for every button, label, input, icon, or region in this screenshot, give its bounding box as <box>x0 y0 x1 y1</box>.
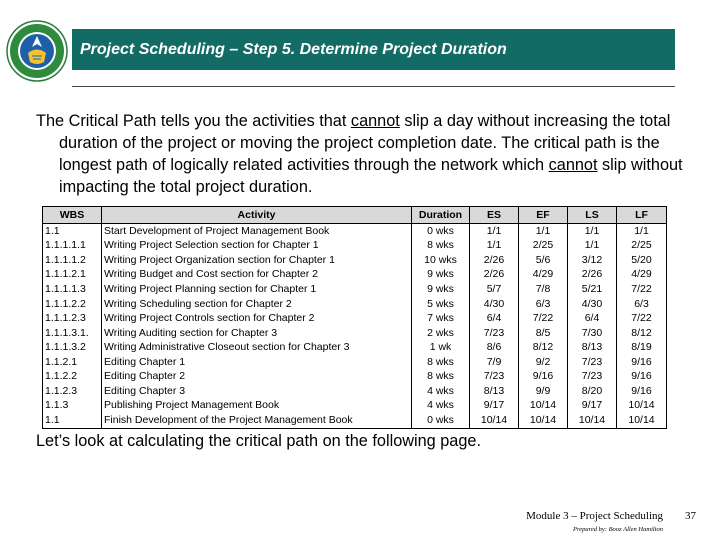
table-row <box>43 224 667 239</box>
cell-duration: 0 wks <box>412 413 470 428</box>
cell-wbs: 1.1.1.2.2 <box>43 297 102 312</box>
cell-ef: 1/1 <box>519 224 568 239</box>
cell-es: 4/30 <box>470 297 519 312</box>
cell-ls: 10/14 <box>568 413 617 428</box>
cell-activity: Writing Project Planning section for Chapter 1 <box>102 282 412 297</box>
cell-ls: 7/23 <box>568 369 617 384</box>
table-row <box>43 399 667 414</box>
table-row <box>43 311 667 326</box>
cell-ef: 8/12 <box>519 340 568 355</box>
page-number: 37 <box>685 510 696 522</box>
cell-wbs: 1.1.2.1 <box>43 355 102 370</box>
cell-lf: 10/14 <box>617 413 667 428</box>
cell-ls: 8/13 <box>568 340 617 355</box>
footer-module: Module 3 – Project Scheduling <box>526 510 663 522</box>
cell-lf: 9/16 <box>617 384 667 399</box>
cell-lf: 1/1 <box>617 224 667 239</box>
page-title-text: Project Scheduling – Step 5. Determine Project Duration <box>80 40 507 58</box>
cell-duration: 9 wks <box>412 268 470 283</box>
table-row <box>43 355 667 370</box>
col-header-activity: Activity <box>102 207 412 224</box>
table-row <box>43 239 667 254</box>
cell-ef: 9/2 <box>519 355 568 370</box>
footer-prepared-by: Prepared by: Booz Allen Hamilton <box>572 526 663 533</box>
schedule-table <box>42 206 667 429</box>
cell-wbs: 1.1.1.1.2 <box>43 253 102 268</box>
cell-duration: 1 wk <box>412 340 470 355</box>
cell-lf: 2/25 <box>617 239 667 254</box>
cell-duration: 8 wks <box>412 369 470 384</box>
page-title <box>72 29 675 70</box>
cell-ls: 1/1 <box>568 224 617 239</box>
cell-duration: 8 wks <box>412 239 470 254</box>
intro-text-2: slip a day without increasing the total duration of the project or moving the project completion date. The critical path is the longest path of logically related activities through the network which <box>59 112 671 174</box>
intro-text-3: slip without impacting the total project duration. <box>59 156 683 196</box>
cell-duration: 10 wks <box>412 253 470 268</box>
cell-duration: 7 wks <box>412 311 470 326</box>
cell-ef: 9/16 <box>519 369 568 384</box>
cell-activity: Publishing Project Management Book <box>102 399 412 414</box>
cell-activity: Writing Scheduling section for Chapter 2 <box>102 297 412 312</box>
table-row <box>43 282 667 297</box>
cell-wbs: 1.1 <box>43 224 102 239</box>
cell-lf: 9/16 <box>617 355 667 370</box>
table-header-row <box>43 207 667 224</box>
table-row <box>43 384 667 399</box>
col-header-ls: LS <box>568 207 617 224</box>
cell-es: 7/23 <box>470 369 519 384</box>
cell-wbs: 1.1.1.3.1. <box>43 326 102 341</box>
cell-activity: Writing Budget and Cost section for Chapter 2 <box>102 268 412 283</box>
cell-activity: Editing Chapter 1 <box>102 355 412 370</box>
cell-lf: 6/3 <box>617 297 667 312</box>
cell-ef: 6/3 <box>519 297 568 312</box>
cell-activity: Editing Chapter 2 <box>102 369 412 384</box>
cell-activity: Finish Development of the Project Management Book <box>102 413 412 428</box>
cell-lf: 5/20 <box>617 253 667 268</box>
cell-ef: 7/22 <box>519 311 568 326</box>
cell-wbs: 1.1.1.2.3 <box>43 311 102 326</box>
cell-ef: 7/8 <box>519 282 568 297</box>
cell-es: 8/13 <box>470 384 519 399</box>
cell-lf: 7/22 <box>617 282 667 297</box>
cell-lf: 8/12 <box>617 326 667 341</box>
cell-ls: 9/17 <box>568 399 617 414</box>
cell-ef: 8/5 <box>519 326 568 341</box>
schedule-table-body <box>43 224 667 429</box>
cell-ls: 3/12 <box>568 253 617 268</box>
col-header-ef: EF <box>519 207 568 224</box>
cell-ef: 4/29 <box>519 268 568 283</box>
cell-ef: 2/25 <box>519 239 568 254</box>
cell-wbs: 1.1.2.2 <box>43 369 102 384</box>
cell-ls: 6/4 <box>568 311 617 326</box>
cell-es: 5/7 <box>470 282 519 297</box>
cell-es: 7/9 <box>470 355 519 370</box>
cell-activity: Writing Administrative Closeout section for Chapter 3 <box>102 340 412 355</box>
cell-ls: 7/23 <box>568 355 617 370</box>
closing-text: Let’s look at calculating the critical path on the following page. <box>36 432 481 450</box>
cell-es: 6/4 <box>470 311 519 326</box>
cell-wbs: 1.1.1.1.3 <box>43 282 102 297</box>
title-divider <box>72 86 675 87</box>
cell-wbs: 1.1.1.1.1 <box>43 239 102 254</box>
cell-duration: 8 wks <box>412 355 470 370</box>
table-row <box>43 253 667 268</box>
cell-lf: 9/16 <box>617 369 667 384</box>
cell-duration: 9 wks <box>412 282 470 297</box>
cell-duration: 4 wks <box>412 384 470 399</box>
cell-duration: 4 wks <box>412 399 470 414</box>
cell-wbs: 1.1.2.3 <box>43 384 102 399</box>
intro-paragraph <box>36 110 709 198</box>
cell-activity: Editing Chapter 3 <box>102 384 412 399</box>
cell-es: 8/6 <box>470 340 519 355</box>
cell-wbs: 1.1.1.2.1 <box>43 268 102 283</box>
cell-ls: 7/30 <box>568 326 617 341</box>
cell-activity: Start Development of Project Management Book <box>102 224 412 239</box>
cell-ls: 2/26 <box>568 268 617 283</box>
table-row <box>43 369 667 384</box>
intro-emphasis-2: cannot <box>548 156 598 174</box>
cell-ef: 10/14 <box>519 413 568 428</box>
doe-seal-icon <box>6 20 68 82</box>
table-row <box>43 326 667 341</box>
table-row <box>43 297 667 312</box>
cell-es: 2/26 <box>470 268 519 283</box>
cell-es: 1/1 <box>470 239 519 254</box>
intro-emphasis-1: cannot <box>350 112 400 130</box>
cell-ef: 5/6 <box>519 253 568 268</box>
cell-wbs: 1.1.3 <box>43 399 102 414</box>
col-header-es: ES <box>470 207 519 224</box>
cell-duration: 0 wks <box>412 224 470 239</box>
cell-es: 7/23 <box>470 326 519 341</box>
cell-es: 1/1 <box>470 224 519 239</box>
cell-ef: 10/14 <box>519 399 568 414</box>
cell-activity: Writing Auditing section for Chapter 3 <box>102 326 412 341</box>
cell-ef: 9/9 <box>519 384 568 399</box>
table-row <box>43 340 667 355</box>
cell-activity: Writing Project Organization section for Chapter 1 <box>102 253 412 268</box>
cell-duration: 5 wks <box>412 297 470 312</box>
cell-ls: 4/30 <box>568 297 617 312</box>
cell-ls: 8/20 <box>568 384 617 399</box>
col-header-duration: Duration <box>412 207 470 224</box>
cell-ls: 5/21 <box>568 282 617 297</box>
cell-wbs: 1.1 <box>43 413 102 428</box>
cell-duration: 2 wks <box>412 326 470 341</box>
cell-es: 10/14 <box>470 413 519 428</box>
table-row <box>43 413 667 428</box>
cell-es: 9/17 <box>470 399 519 414</box>
cell-activity: Writing Project Selection section for Chapter 1 <box>102 239 412 254</box>
cell-lf: 7/22 <box>617 311 667 326</box>
col-header-wbs: WBS <box>43 207 102 224</box>
cell-lf: 8/19 <box>617 340 667 355</box>
cell-lf: 4/29 <box>617 268 667 283</box>
cell-wbs: 1.1.1.3.2 <box>43 340 102 355</box>
intro-text-1: The Critical Path tells you the activities that <box>36 112 351 130</box>
table-row <box>43 268 667 283</box>
cell-activity: Writing Project Controls section for Chapter 2 <box>102 311 412 326</box>
cell-es: 2/26 <box>470 253 519 268</box>
cell-lf: 10/14 <box>617 399 667 414</box>
col-header-lf: LF <box>617 207 667 224</box>
cell-ls: 1/1 <box>568 239 617 254</box>
